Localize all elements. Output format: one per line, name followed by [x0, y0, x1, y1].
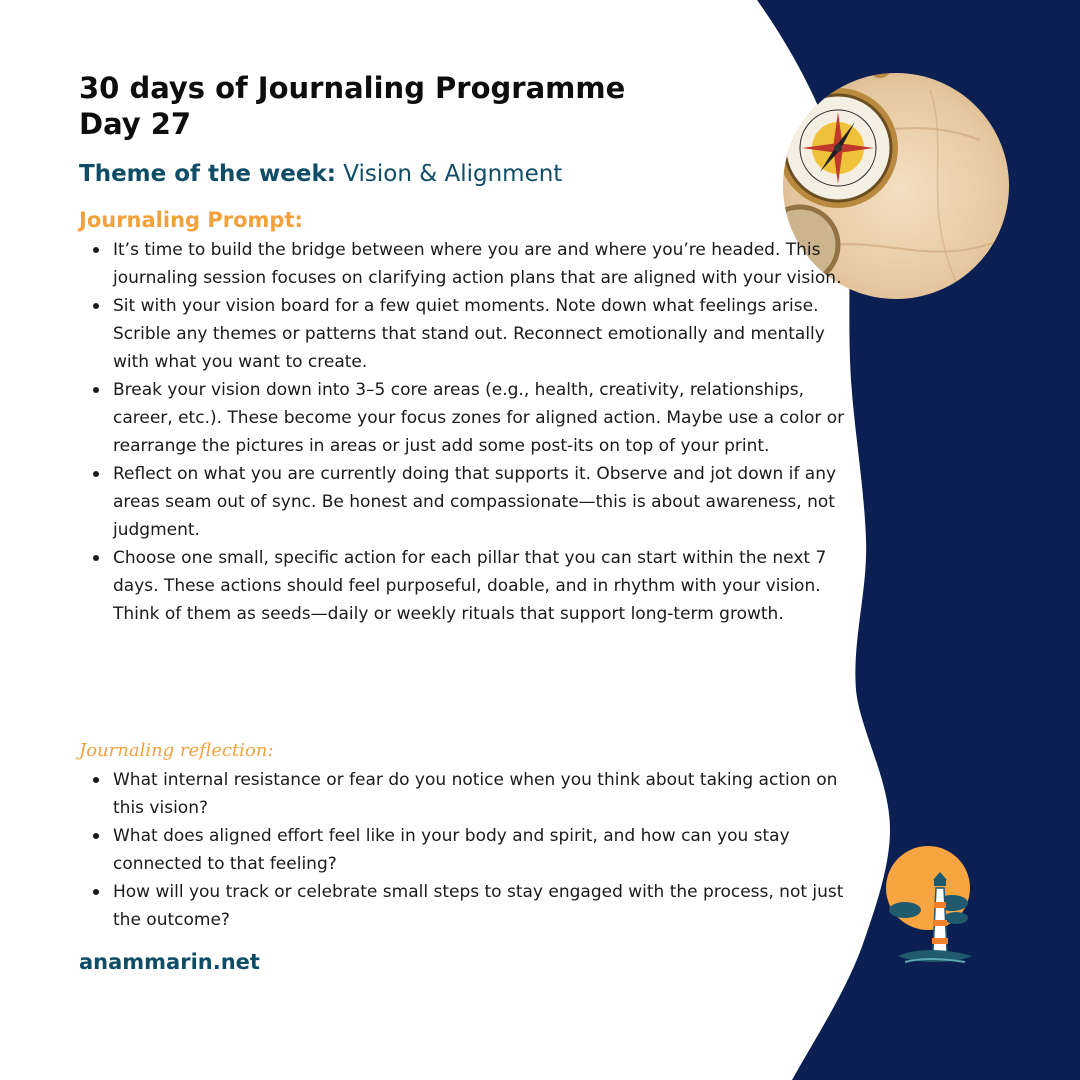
prompt-item: It’s time to build the bridge between where you are and where you’re headed. This journaling session focuses on clarifying action plans that are aligned with your vision.	[113, 236, 863, 292]
journaling-prompt-heading: Journaling Prompt:	[79, 208, 303, 232]
reflection-item: What does aligned effort feel like in your body and spirit, and how can you stay connected to that feeling?	[113, 822, 873, 878]
prompt-item: Break your vision down into 3–5 core areas (e.g., health, creativity, relationships, career, etc.). These become your focus zones for aligned action. Maybe use a color or rearrange the pictures in areas or just add some post-its on top of your print.	[113, 376, 863, 460]
theme-label: Theme of the week:	[79, 161, 336, 187]
prompt-list	[113, 236, 863, 628]
page-title	[79, 70, 625, 142]
theme-of-week	[79, 158, 562, 190]
title-line-2: Day 27	[79, 107, 192, 141]
title-line-1: 30 days of Journaling Programme	[79, 71, 626, 105]
prompt-item: Choose one small, specific action for each pillar that you can start within the next 7 days. These actions should feel purposeful, doable, and in rhythm with your vision. Think of them as seeds—daily or weekly rituals that support long-term growth.	[113, 544, 863, 628]
reflection-list	[113, 766, 873, 934]
reflection-item: How will you track or celebrate small steps to stay engaged with the process, not just the outcome?	[113, 878, 873, 934]
reflection-item: What internal resistance or fear do you notice when you think about taking action on this vision?	[113, 766, 873, 822]
prompt-item: Reflect on what you are currently doing that supports it. Observe and jot down if any areas seam out of sync. Be honest and compassionate—this is about awareness, not judgment.	[113, 460, 863, 544]
journaling-reflection-heading: Journaling reflection:	[79, 740, 274, 761]
prompt-item: Sit with your vision board for a few quiet moments. Note down what feelings arise. Scrible any themes or patterns that stand out. Reconnect emotionally and mentally with what you want to create.	[113, 292, 863, 376]
theme-value: Vision & Alignment	[343, 161, 563, 187]
website-link[interactable]: anammarin.net	[79, 950, 260, 974]
